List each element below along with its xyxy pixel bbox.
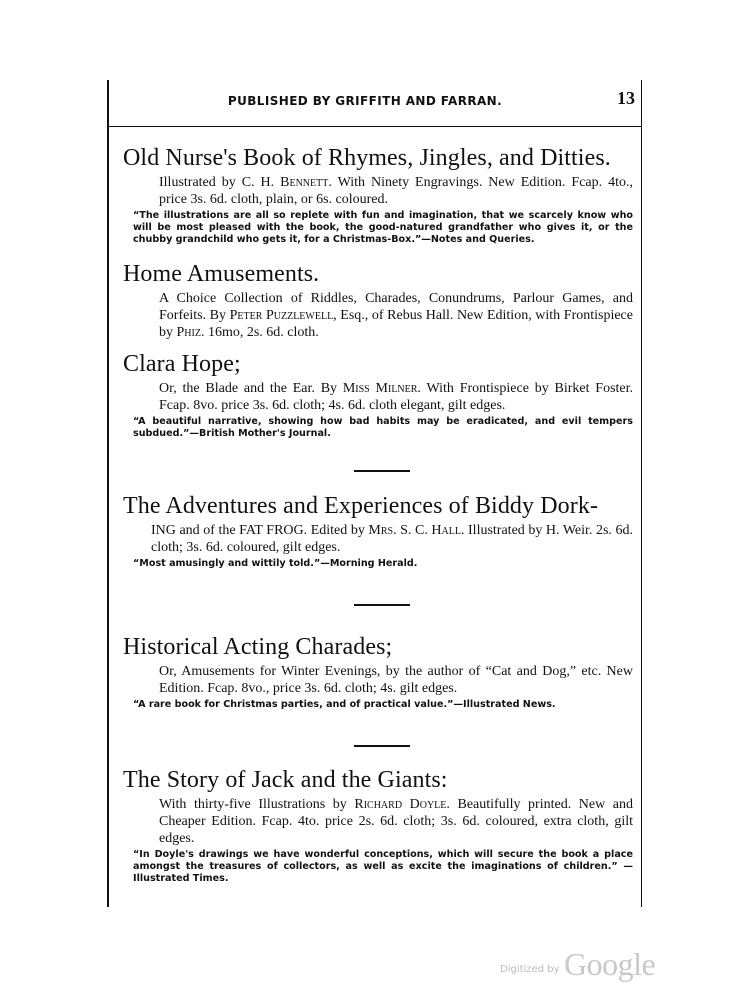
description-text: Illustrated by H. Weir. 2s. 6d. cloth; 3s. 6d. coloured, gilt edges. xyxy=(151,523,634,555)
description-text: With Frontispiece by Birket Foster. Fcap. 8vo. price 3s. 6d. cloth; 4s. 6d. cloth elegant, gilt edges. xyxy=(159,381,634,413)
entry-description xyxy=(151,522,633,556)
running-head: PUBLISHED BY GRIFFITH AND FARRAN. xyxy=(227,94,503,108)
description-text: Illustrated by C. H. xyxy=(159,175,281,190)
entry-title: Clara Hope; xyxy=(123,351,241,377)
description-text: Esq., of Rebus Hall. New Edition, with Frontispiece by xyxy=(159,308,633,340)
description-text: A Choice Collection of Riddles, Charades, Conundrums, Parlour Games, and Forfeits. By xyxy=(159,291,633,323)
page-frame xyxy=(107,80,642,907)
section-divider xyxy=(354,604,410,606)
author-name: Mrs. S. C. Hall. xyxy=(368,523,465,538)
entry-title: The Adventures and Experiences of Biddy Dork- xyxy=(123,493,599,519)
entry-home-amusements xyxy=(123,260,633,341)
header-rule xyxy=(109,126,641,127)
description-text: ING and of the FAT FROG. Edited by xyxy=(151,523,369,538)
section-divider xyxy=(354,470,410,472)
author-name: Miss Milner. xyxy=(342,381,421,396)
entry-review-quote: “A rare book for Christmas parties, and of practical value.”—Illustrated News. xyxy=(133,699,556,710)
entry-review-quote: “The illustrations are all so replete with fun and imagination, that we scarcely know who will be most pleased with the book, the good-natured grandfather who gives it, or the chubby grandchild who gets it, for a Christmas-Box.”—Notes and Queries. xyxy=(133,210,633,245)
entry-description xyxy=(159,174,633,208)
entry-review-quote: “A beautiful narrative, showing how bad habits may be eradicated, and evil tempers subdued.”—British Mother's Journal. xyxy=(133,416,633,439)
entry-description xyxy=(159,796,633,847)
entry-description xyxy=(159,290,633,341)
entry-title: Historical Acting Charades; xyxy=(123,634,393,660)
author-name: Phiz. xyxy=(176,325,205,340)
description-text: 16mo, 2s. 6d. cloth. xyxy=(204,325,319,340)
digitized-by-label: Digitized by xyxy=(500,964,560,975)
entry-biddy-dorking xyxy=(123,492,633,570)
digitized-by-google-watermark xyxy=(500,944,660,984)
description-text: Beautifully printed. New and Cheaper Edition. Fcap. 4to. price 2s. 6d. cloth; 3s. 6d. coloured, extra cloth, gilt edges. xyxy=(159,797,633,846)
entry-clara-hope xyxy=(123,350,633,440)
author-name: Bennett. xyxy=(280,175,332,190)
section-divider xyxy=(354,745,410,747)
description-text: With Ninety Engravings. New Edition. Fcap. 4to., price 3s. 6d. cloth, plain, or 6s. coloured. xyxy=(159,175,633,207)
entry-title: Home Amusements. xyxy=(123,261,320,287)
entry-jack-and-the-giants xyxy=(123,766,633,885)
google-logo: Google xyxy=(564,946,656,982)
author-name: Richard Doyle. xyxy=(354,797,450,812)
page-number: 13 xyxy=(617,88,635,108)
entry-description xyxy=(159,380,633,414)
description-text: Or, Amusements for Winter Evenings, by the author of “Cat and Dog,” etc. New Edition. Fcap. 8vo., price 3s. 6d. cloth; 4s. gilt edges. xyxy=(159,664,633,696)
author-name: Peter Puzzlewell, xyxy=(229,308,337,323)
entry-historical-acting-charades xyxy=(123,633,633,711)
entry-review-quote: “In Doyle's drawings we have wonderful conceptions, which will secure the book a place amongst the treasures of collectors, as well as excite the imaginations of children.” —Illustrated Times. xyxy=(133,849,633,884)
page-header xyxy=(109,88,641,122)
entry-title: The Story of Jack and the Giants: xyxy=(123,767,448,793)
entry-description xyxy=(159,663,633,697)
description-text: Or, the Blade and the Ear. By xyxy=(159,381,343,396)
description-text: With thirty-five Illustrations by xyxy=(159,797,355,812)
entry-old-nurses-book xyxy=(123,144,633,246)
entry-review-quote: “Most amusingly and wittily told.”—Morning Herald. xyxy=(133,558,418,569)
entry-title: Old Nurse's Book of Rhymes, Jingles, and Ditties. xyxy=(123,145,611,171)
